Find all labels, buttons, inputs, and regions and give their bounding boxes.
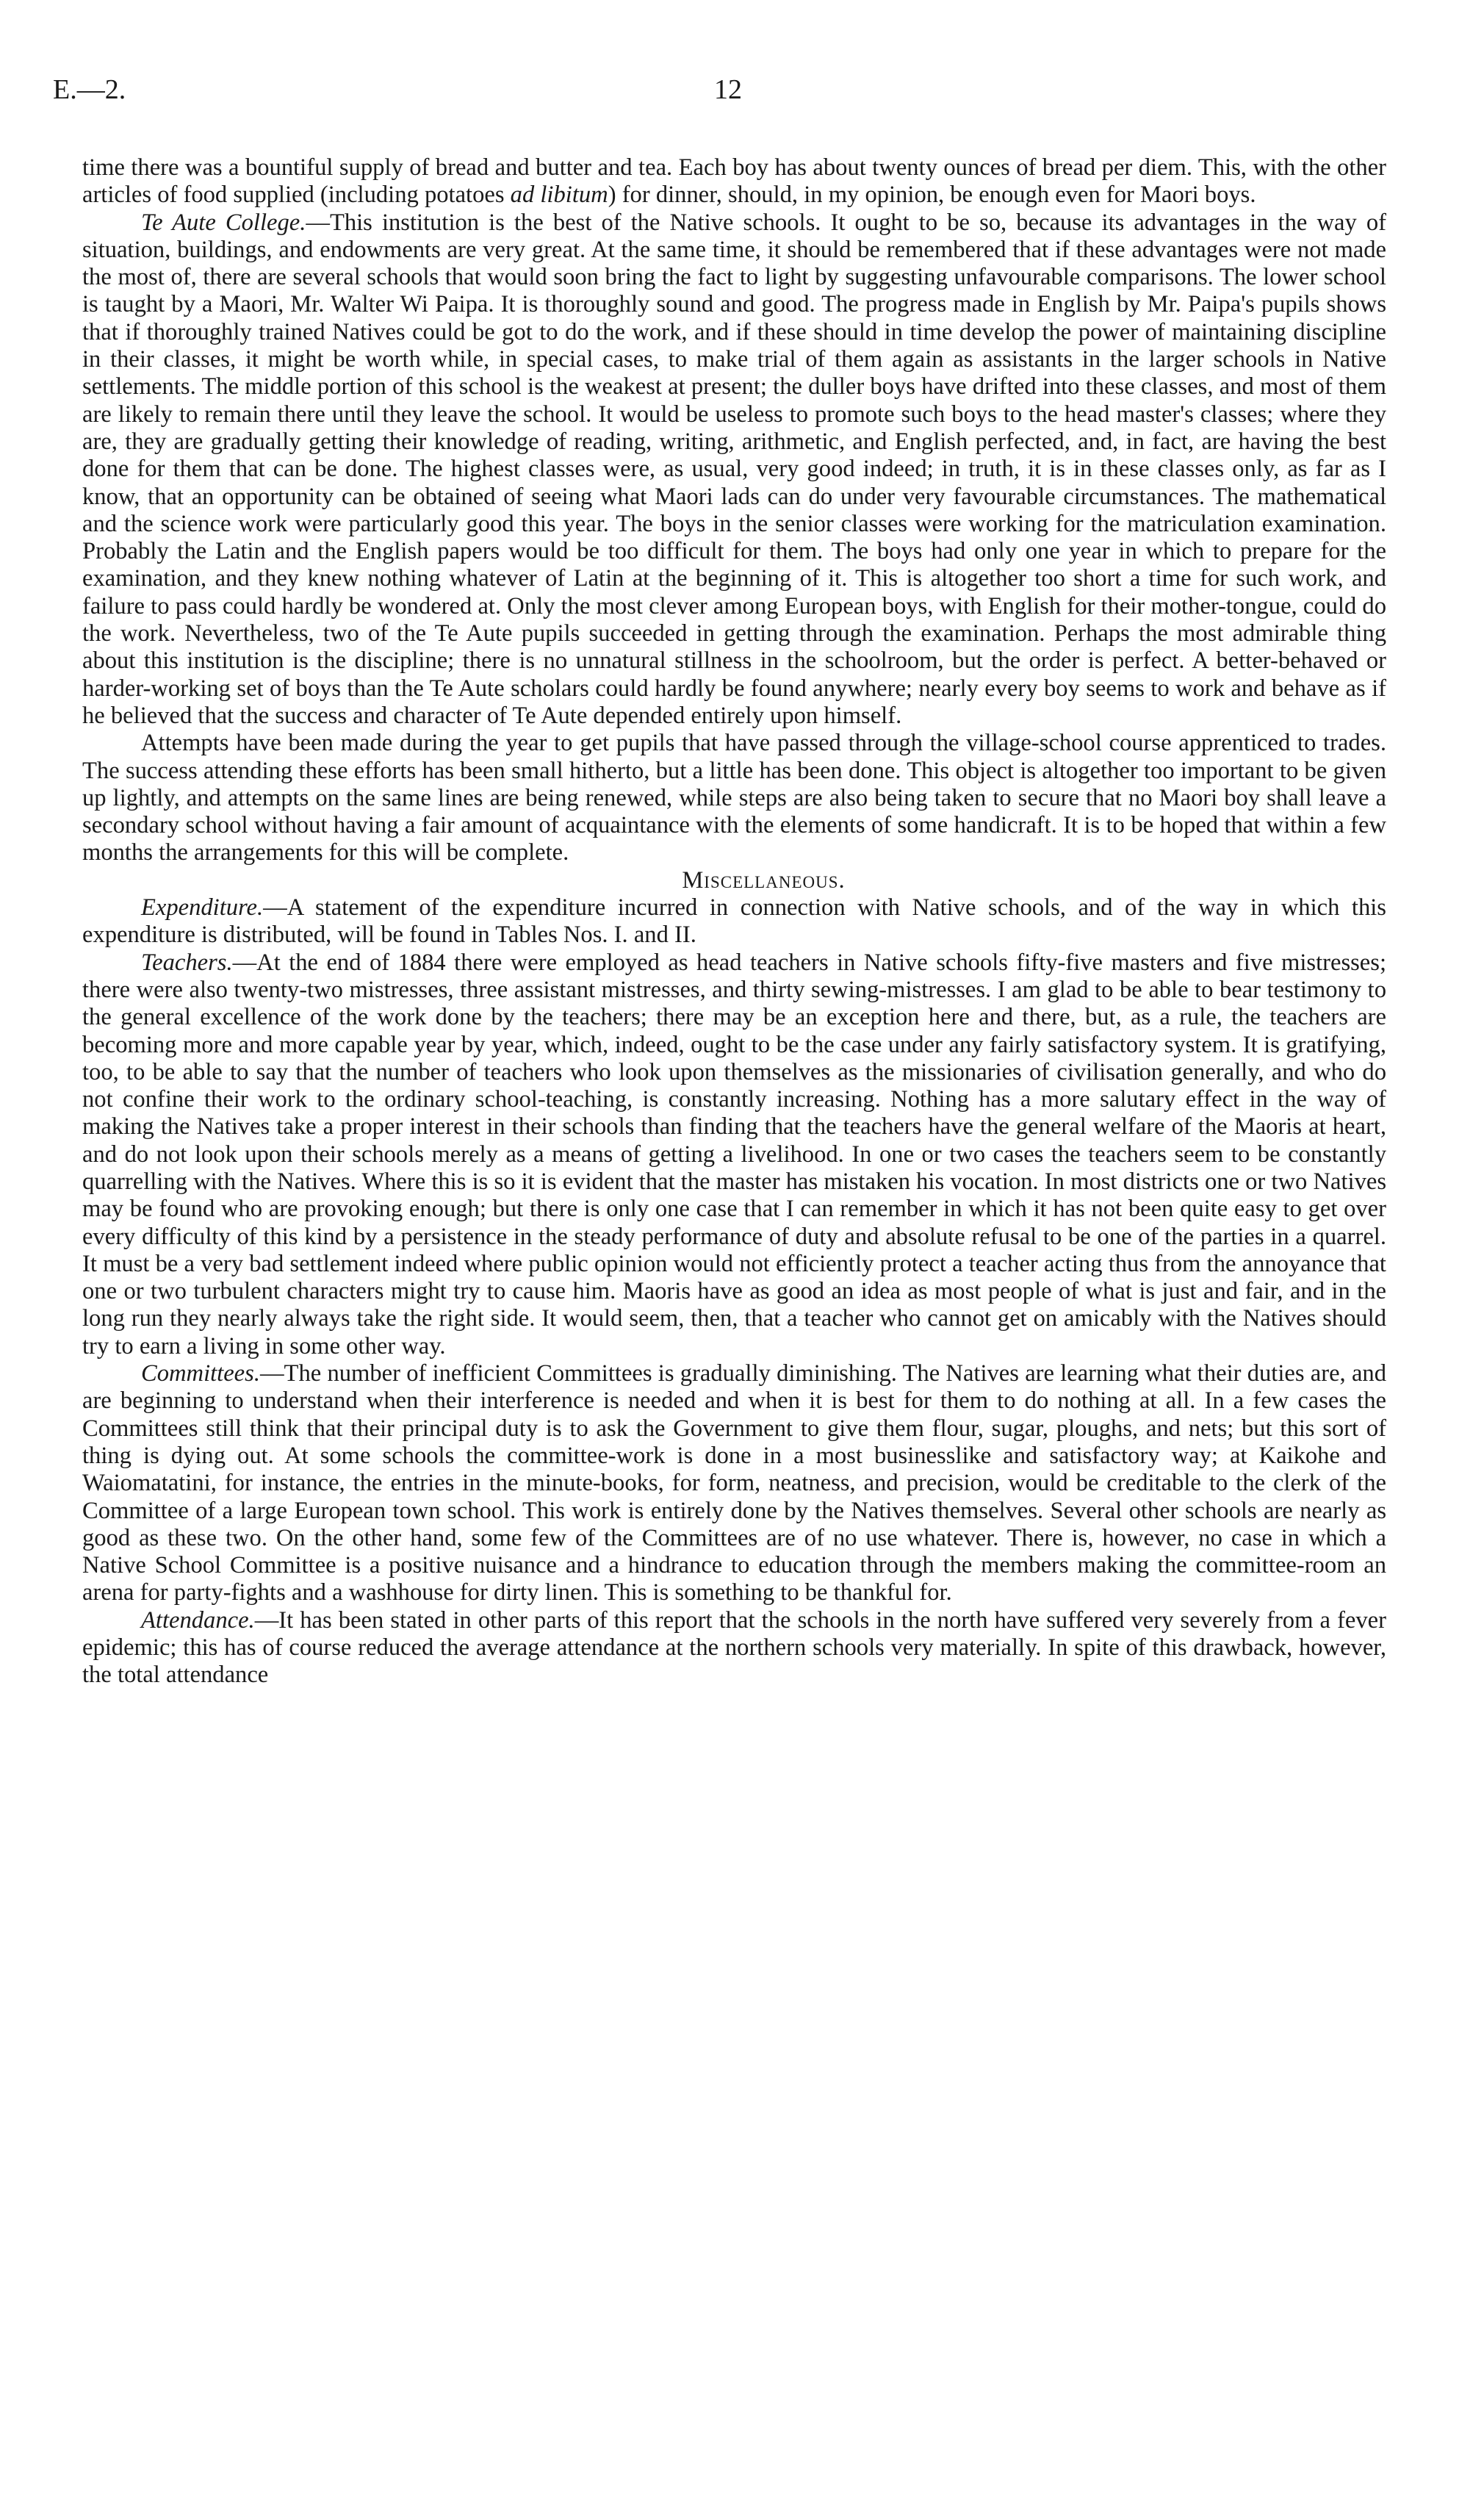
paragraph-text: time there was a bountiful supply of bread and butter and tea. Each boy has about twenty ounces of bread per diem. This, with the other articles of food supplied (including potatoes [82,154,1386,209]
body-text [82,154,1386,1689]
paragraph-text: —This institution is the best of the Native schools. It ought to be so, because its advantages in the way of situation, buildings, and endowments are very great. At the same time, it should be remembered that if these advantages were not made the most of, there are several schools that would soon bring the fact to light by suggesting unfavourable comparisons. The lower school is taught by a Maori, Mr. Walter Wi Paipa. It is thoroughly sound and good. The progress made in English by Mr. Paipa's pupils shows that if thoroughly trained Natives could be got to do the work, and if these should in time develop the power of maintaining discipline in their classes, it might be worth while, in special cases, to make trial of them again as assistants in the larger schools in Native settlements. The middle portion of this school is the weakest at present; the duller boys have drifted into these classes, and most of them are likely to remain there until they leave the school. It would be useless to promote such boys to the head master's classes; where they are, they are gradually getting their knowledge of reading, writing, arithmetic, and English perfected, and, in fact, are having the best done for them that can be done. The highest classes were, as usual, very good indeed; in truth, it is in these classes only, as far as I know, that an opportunity can be obtained of seeing what Maori lads can do under very favourable circumstances. The mathematical and the science work were particularly good this year. The boys in the senior classes were working for the matriculation examination. Probably the Latin and the English papers would be too difficult for them. The boys had only one year in which to prepare for the examination, and they knew nothing whatever of Latin at the beginning of it. This is altogether too short a time for such work, and failure to pass could hardly be wondered at. Only the most clever among European boys, with English for their mother-tongue, could do the work. Nevertheless, two of the Te Aute pupils succeeded in getting through the examination. Perhaps the most admirable thing about this institution is the discipline; there is no unnatural stillness in the schoolroom, but the order is perfect. A better-behaved or harder-working set of boys than the Te Aute scholars could hardly be found anywhere; nearly every boy seems to work and behave as if he believed that the success and character of Te Aute depended entirely upon himself. [82,209,1386,729]
document-reference: E.—2. [53,74,126,105]
section-heading: Miscellaneous. [682,866,846,894]
italic-phrase: ad libitum [510,182,608,209]
paragraph-attendance [82,1607,1386,1689]
paragraph-lead: Attendance. [141,1606,255,1634]
paragraph-lead: Expenditure. [141,894,264,922]
paragraph-apprenticeships [82,730,1386,866]
paragraph-text: —The number of inefficient Committees is gradually diminishing. The Natives are learning what their duties are, and are beginning to understand when their interference is needed and when it is best for them to do nothing at all. In a few cases the Committees still think that their principal duty is to ask the Government to give them flour, sugar, ploughs, and nets; but this sort of thing is dying out. At some schools the committee-work is done in a most businesslike and satisfactory way; at Kaikohe and Waiomatatini, for instance, the entries in the minute-books, for form, neatness, and precision, would be creditable to the clerk of the Committee of a large European town school. This work is entirely done by the Natives themselves. Several other schools are nearly as good as these two. On the other hand, some few of the Committees are of no use whatever. There is, however, no case in which a Native School Committee is a positive nuisance and a hindrance to education through the members making the committee-room an arena for party-fights and a washhouse for dirty linen. This is something to be thankful for. [82,1360,1386,1606]
paragraph-teachers [82,949,1386,1360]
paragraph-food-supply [82,154,1386,209]
paragraph-lead: Committees. [141,1360,260,1387]
page-number: 12 [714,74,742,105]
paragraph-lead: Te Aute College. [141,209,306,236]
document-page [53,59,1386,1689]
paragraph-committees [82,1360,1386,1607]
paragraph-te-aute-college [82,209,1386,730]
paragraph-text: —At the end of 1884 there were employed as head teachers in Native schools fifty-five masters and five mistresses; there were also twenty-two mistresses, three assistant mistresses, and thirty sewing-mistresses. I am glad to be able to bear testimony to the general excellence of the work done by the teachers; there may be an exception here and there, but, as a rule, the teachers are becoming more and more capable year by year, which, indeed, ought to be the case under any fairly satisfactory system. It is gratifying, too, to be able to say that the number of teachers who look upon themselves as the missionaries of civilisation generally, and who do not confine their work to the ordinary school-teaching, is constantly increasing. Nothing has a more salutary effect in the way of making the Natives take a proper interest in their schools than finding that the teachers have the general welfare of the Maoris at heart, and do not look upon their schools merely as a means of getting a livelihood. In one or two cases the teachers seem to be constantly quarrelling with the Natives. Where this is so it is evident that the master has mistaken his vocation. In most districts one or two Natives may be found who are provoking enough; but there is only one case that I can remember in which it has not been quite easy to get over every difficulty of this kind by a persistence in the steady performance of duty and absolute refusal to be one of the parties in a quarrel. It must be a very bad settlement indeed where public opinion would not efficiently protect a teacher acting thus from the annoyance that one or two turbulent characters might try to cause him. Maoris have as good an idea as most people of what is just and fair, and in the long run they nearly always take the right side. It would seem, then, that a teacher who cannot get on amicably with the Natives should try to earn a living in some other way. [82,949,1386,1359]
page-header [53,59,1386,110]
paragraph-text: —It has been stated in other parts of this report that the schools in the north have suffered very severely from a fever epidemic; this has of course reduced the average attendance at the northern schools very materially. In spite of this drawback, however, the total attendance [82,1606,1386,1689]
paragraph-text: Attempts have been made during the year to get pupils that have passed through the village-school course apprenticed to trades. The success attending these efforts has been small hitherto, but a little has been done. This object is altogether too important to be given up lightly, and attempts on the same lines are being renewed, while steps are also being taken to secure that no Maori boy shall leave a secondary school without having a fair amount of acquaintance with the elements of some handicraft. It is to be hoped that within a few months the arrangements for this will be complete. [82,730,1386,866]
paragraph-expenditure [82,894,1386,949]
paragraph-text-tail: ) for dinner, should, in my opinion, be enough even for Maori boys. [608,182,1256,209]
paragraph-lead: Teachers. [141,949,233,976]
paragraph-text: —A statement of the expenditure incurred in connection with Native schools, and of the way in which this expenditure is distributed, will be found in Tables Nos. I. and II. [82,894,1386,949]
